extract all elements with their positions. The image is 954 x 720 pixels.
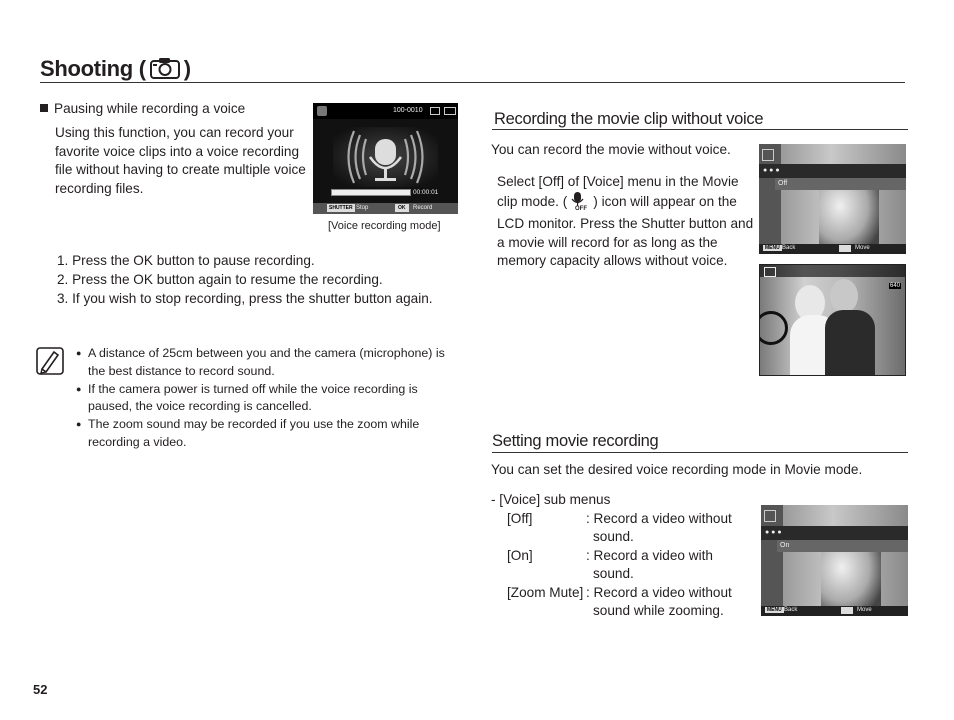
submenu-heading: - [Voice] sub menus [491, 492, 611, 507]
move-dpad-icon [841, 607, 853, 614]
memory-icon [430, 107, 440, 115]
section2-intro: You can set the desired voice recording mode in Movie mode. [491, 462, 863, 477]
svg-text:OFF: OFF [575, 205, 588, 210]
voice-option-icons: ● ● ● [765, 529, 782, 536]
bullet-heading: Pausing while recording a voice [40, 101, 245, 116]
note-list [76, 345, 456, 452]
voice-recording-screen: 100-0010 00:00:01 SHUTTER Stop OK Record [313, 103, 458, 214]
submenu-list [507, 510, 757, 621]
page-number: 52 [33, 682, 48, 697]
intro-text: Using this function, you can record your favorite voice clips into a voice recording file without having to create multiple voice recording files. [55, 125, 306, 196]
section-rule [492, 129, 908, 130]
square-bullet-icon [40, 104, 48, 112]
step-list [57, 251, 477, 308]
title-rule [40, 82, 905, 83]
step-item: 3. If you wish to stop recording, press the shutter button again. [57, 291, 433, 306]
move-dpad-icon [839, 245, 851, 252]
note-item: ● If the camera power is turned off while the voice recording is paused, the voice recording is cancelled. [76, 381, 456, 417]
voice-menu-screen-off: ● ● ● Off MENU Back Move [759, 144, 906, 254]
section-rule [492, 452, 908, 453]
voice-caption: [Voice recording mode] [328, 220, 441, 232]
section1-body: Select [Off] of [Voice] menu in the Movie clip mode. ( OFF ) icon will appear on the LCD monitor. Press the Shutter button and a movie will record for as long as the memory capacity allows without voice. [497, 174, 754, 268]
step-item: 1. Press the OK button to pause recording. [57, 253, 315, 268]
step-item: 2. Press the OK button again to resume the recording. [57, 272, 383, 287]
live-view-screen: 640 [759, 264, 906, 376]
submenu-item: [Off] : Record a video without sound. [507, 511, 732, 544]
note-pencil-icon [36, 345, 64, 380]
section1-intro: You can record the movie without voice. [491, 142, 731, 157]
voice-mode-icon [317, 106, 327, 116]
voice-off-icon [569, 192, 591, 216]
note-item: ● The zoom sound may be recorded if you use the zoom while recording a video. [76, 416, 456, 452]
record-progress-bar [331, 189, 411, 196]
page-title: Shooting ( ) [40, 56, 191, 85]
submenu-item: [On] : Record a video with sound. [507, 548, 713, 581]
voice-menu-screen-on: ● ● ● On MENU Back Move [761, 505, 908, 616]
movie-mode-icon [764, 267, 776, 277]
section-title: Setting movie recording [492, 432, 659, 450]
submenu-item: [Zoom Mute] : Record a video without sound while zooming. [507, 585, 732, 618]
voice-option-icons: ● ● ● [763, 167, 780, 174]
note-item: ● A distance of 25cm between you and the camera (microphone) is the best distance to record sound. [76, 345, 456, 381]
section-title: Recording the movie clip without voice [494, 110, 764, 128]
microphone-icon [333, 127, 438, 187]
camera-icon [150, 57, 180, 85]
battery-icon [444, 107, 456, 115]
